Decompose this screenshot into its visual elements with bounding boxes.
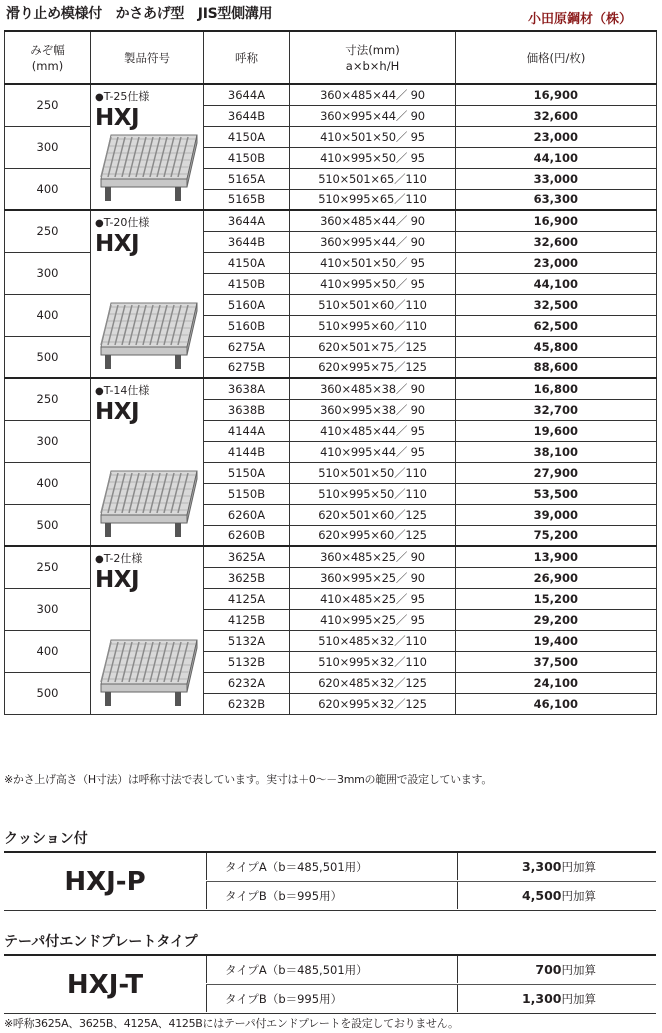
name-cell: 3644A <box>204 210 290 231</box>
dims-cell: 360×485×44／ 90 <box>290 210 456 231</box>
price-cell: 29,200 <box>456 609 657 630</box>
product-code: HXJ <box>95 105 140 131</box>
taper-price-a: 700 円加算 <box>535 962 596 977</box>
name-cell: 3644B <box>204 231 290 252</box>
name-cell: 6232A <box>204 672 290 693</box>
cushion-row-b <box>206 882 656 909</box>
price-cell: 19,600 <box>456 420 657 441</box>
cushion-title: クッション付 <box>4 831 88 847</box>
taper-title: テーパ付エンドプレートタイプ <box>4 934 198 950</box>
name-cell: 4150A <box>204 252 290 273</box>
name-cell: 3638B <box>204 399 290 420</box>
name-cell: 5132B <box>204 651 290 672</box>
dims-cell: 410×485×25／ 95 <box>290 588 456 609</box>
name-cell: 5160B <box>204 315 290 336</box>
name-cell: 3625B <box>204 567 290 588</box>
dims-cell: 510×501×50／110 <box>290 462 456 483</box>
product-cell <box>91 210 204 378</box>
dims-cell: 410×995×50／ 95 <box>290 273 456 294</box>
price-cell: 13,900 <box>456 546 657 567</box>
table-row <box>5 84 657 105</box>
name-cell: 5160A <box>204 294 290 315</box>
taper-type-b: タイプB（b＝995用） <box>206 985 458 1012</box>
cushion-row-a <box>206 853 656 880</box>
dims-cell: 620×485×32／125 <box>290 672 456 693</box>
dims-cell: 510×501×65／110 <box>290 168 456 189</box>
width-cell: 300 <box>5 588 91 630</box>
price-cell: 44,100 <box>456 273 657 294</box>
name-cell: 4144A <box>204 420 290 441</box>
cushion-box <box>4 851 656 911</box>
width-cell: 300 <box>5 252 91 294</box>
dims-cell: 360×995×38／ 90 <box>290 399 456 420</box>
name-cell: 4125A <box>204 588 290 609</box>
price-cell: 16,900 <box>456 84 657 105</box>
name-cell: 4125B <box>204 609 290 630</box>
steel-grating-icon <box>97 461 201 541</box>
price-cell: 24,100 <box>456 672 657 693</box>
taper-box <box>4 954 656 1014</box>
name-cell: 4150B <box>204 147 290 168</box>
dims-cell: 360×485×44／ 90 <box>290 84 456 105</box>
name-cell: 4144B <box>204 441 290 462</box>
width-cell: 500 <box>5 336 91 378</box>
price-cell: 38,100 <box>456 441 657 462</box>
taper-product-name: HXJ-T <box>66 969 144 1000</box>
product-code: HXJ <box>95 231 140 257</box>
header-width: みぞ幅 (mm) <box>5 31 91 84</box>
dims-cell: 360×995×44／ 90 <box>290 231 456 252</box>
spec-label: ●T-25仕様 <box>95 90 150 103</box>
table-row <box>5 378 657 399</box>
dims-cell: 410×995×25／ 95 <box>290 609 456 630</box>
steel-grating-icon <box>97 125 201 205</box>
name-cell: 3638A <box>204 378 290 399</box>
dims-cell: 510×501×60／110 <box>290 294 456 315</box>
dims-cell: 410×995×44／ 95 <box>290 441 456 462</box>
price-cell: 33,000 <box>456 168 657 189</box>
width-cell: 500 <box>5 672 91 714</box>
note-taper: ※呼称3625A、3625B、4125A、4125Bにはテーパ付エンドプレートを設定しておりません。 <box>4 1017 459 1030</box>
price-cell: 62,500 <box>456 315 657 336</box>
cushion-price-b: 4,500 円加算 <box>521 888 596 903</box>
header-price: 価格(円/枚) <box>456 31 657 84</box>
price-cell: 63,300 <box>456 189 657 210</box>
name-cell: 5165A <box>204 168 290 189</box>
taper-type-a: タイプA（b＝485,501用） <box>206 956 458 983</box>
spec-label: ●T-14仕様 <box>95 384 150 397</box>
page-title: 滑り止め模様付 かさあげ型 JIS型側溝用 <box>6 6 273 22</box>
name-cell: 4150A <box>204 126 290 147</box>
dims-cell: 620×501×75／125 <box>290 336 456 357</box>
width-cell: 400 <box>5 630 91 672</box>
cushion-type-b: タイプB（b＝995用） <box>206 882 458 909</box>
price-cell: 88,600 <box>456 357 657 378</box>
price-cell: 27,900 <box>456 462 657 483</box>
bullet-icon: ● <box>95 386 104 397</box>
dims-cell: 620×995×60／125 <box>290 525 456 546</box>
name-cell: 3644A <box>204 84 290 105</box>
price-cell: 19,400 <box>456 630 657 651</box>
name-cell: 6232B <box>204 693 290 714</box>
price-cell: 32,500 <box>456 294 657 315</box>
dims-cell: 510×995×65／110 <box>290 189 456 210</box>
price-cell: 75,200 <box>456 525 657 546</box>
header-dims: 寸法(mm) a×b×h/H <box>290 31 456 84</box>
name-cell: 5150A <box>204 462 290 483</box>
table-header-row <box>5 31 657 84</box>
taper-row-a <box>206 956 656 983</box>
dims-cell: 510×995×32／110 <box>290 651 456 672</box>
cushion-type-a: タイプA（b＝485,501用） <box>206 853 458 880</box>
price-cell: 15,200 <box>456 588 657 609</box>
width-cell: 250 <box>5 546 91 588</box>
dims-cell: 410×501×50／ 95 <box>290 252 456 273</box>
dims-cell: 410×501×50／ 95 <box>290 126 456 147</box>
taper-price-b: 1,300 円加算 <box>521 991 596 1006</box>
price-cell: 44,100 <box>456 147 657 168</box>
width-cell: 300 <box>5 126 91 168</box>
spec-label: ●T-2仕様 <box>95 552 143 565</box>
name-cell: 6260A <box>204 504 290 525</box>
width-cell: 400 <box>5 294 91 336</box>
header-name: 呼称 <box>204 31 290 84</box>
spec-label: ●T-20仕様 <box>95 216 150 229</box>
name-cell: 3644B <box>204 105 290 126</box>
dims-cell: 410×995×50／ 95 <box>290 147 456 168</box>
cushion-price-a: 3,300 円加算 <box>521 859 596 874</box>
width-cell: 250 <box>5 210 91 252</box>
note-height: ※かさ上げ高さ（H寸法）は呼称寸法で表しています。実寸は＋0〜－3mmの範囲で設定しています。 <box>4 773 493 786</box>
name-cell: 3625A <box>204 546 290 567</box>
product-code: HXJ <box>95 567 140 593</box>
price-cell: 23,000 <box>456 126 657 147</box>
price-cell: 37,500 <box>456 651 657 672</box>
name-cell: 5165B <box>204 189 290 210</box>
dims-cell: 510×485×32／110 <box>290 630 456 651</box>
price-cell: 32,600 <box>456 231 657 252</box>
product-cell <box>91 84 204 210</box>
table-row <box>5 546 657 567</box>
dims-cell: 360×485×38／ 90 <box>290 378 456 399</box>
product-cell <box>91 546 204 714</box>
name-cell: 5132A <box>204 630 290 651</box>
price-cell: 46,100 <box>456 693 657 714</box>
price-cell: 39,000 <box>456 504 657 525</box>
dims-cell: 620×501×60／125 <box>290 504 456 525</box>
width-cell: 500 <box>5 504 91 546</box>
header-product: 製品符号 <box>91 31 204 84</box>
name-cell: 6275B <box>204 357 290 378</box>
width-cell: 300 <box>5 420 91 462</box>
width-cell: 400 <box>5 168 91 210</box>
price-cell: 16,900 <box>456 210 657 231</box>
product-cell <box>91 378 204 546</box>
bullet-icon: ● <box>95 92 104 103</box>
name-cell: 5150B <box>204 483 290 504</box>
price-cell: 26,900 <box>456 567 657 588</box>
product-code: HXJ <box>95 399 140 425</box>
dims-cell: 510×995×60／110 <box>290 315 456 336</box>
dims-cell: 620×995×32／125 <box>290 693 456 714</box>
width-cell: 250 <box>5 84 91 126</box>
steel-grating-icon <box>97 630 201 710</box>
price-table <box>4 30 657 715</box>
dims-cell: 410×485×44／ 95 <box>290 420 456 441</box>
bullet-icon: ● <box>95 218 104 229</box>
table-row <box>5 210 657 231</box>
price-cell: 45,800 <box>456 336 657 357</box>
price-cell: 32,600 <box>456 105 657 126</box>
name-cell: 4150B <box>204 273 290 294</box>
cushion-product-name: HXJ-P <box>64 866 146 897</box>
dims-cell: 620×995×75／125 <box>290 357 456 378</box>
name-cell: 6260B <box>204 525 290 546</box>
dims-cell: 360×485×25／ 90 <box>290 546 456 567</box>
bullet-icon: ● <box>95 554 104 565</box>
dims-cell: 360×995×25／ 90 <box>290 567 456 588</box>
price-cell: 23,000 <box>456 252 657 273</box>
company-name: 小田原鋼材（株） <box>527 12 632 27</box>
taper-row-b <box>206 985 656 1012</box>
price-cell: 53,500 <box>456 483 657 504</box>
dims-cell: 360×995×44／ 90 <box>290 105 456 126</box>
price-cell: 32,700 <box>456 399 657 420</box>
name-cell: 6275A <box>204 336 290 357</box>
price-cell: 16,800 <box>456 378 657 399</box>
width-cell: 400 <box>5 462 91 504</box>
dims-cell: 510×995×50／110 <box>290 483 456 504</box>
steel-grating-icon <box>97 293 201 373</box>
width-cell: 250 <box>5 378 91 420</box>
